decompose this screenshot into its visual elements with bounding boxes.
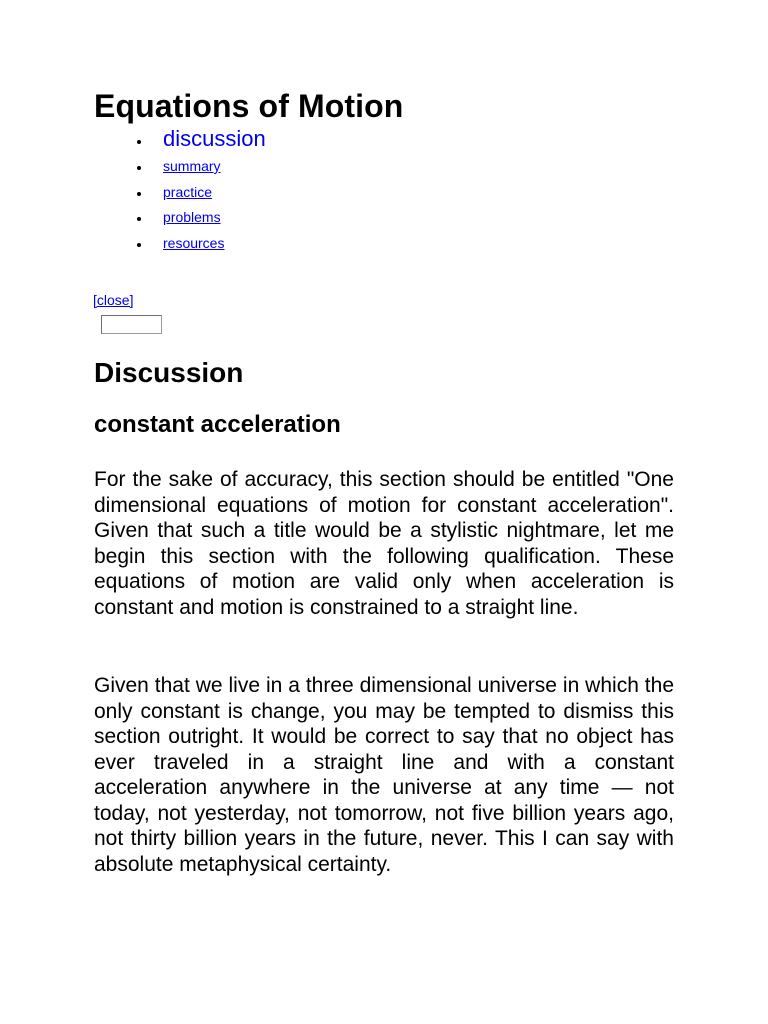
nav-item-problems bbox=[134, 205, 266, 231]
close-link[interactable]: [close] bbox=[93, 292, 134, 308]
body-paragraph: Given that we live in a three dimensional universe in which the only constant is change, you may be tempted to dismiss this section outright. It would be correct to say that no object has ever traveled in a straight line and with a constant acceleration anywhere in the universe at any time — not today, not yesterday, not tomorrow, not five billion years ago, not thirty billion years in the future, never. This I can say with absolute metaphysical certainty. bbox=[94, 674, 674, 876]
nav-item-discussion bbox=[134, 124, 266, 154]
section-title: Discussion bbox=[94, 357, 244, 388]
nav-link-resources[interactable]: resources bbox=[163, 234, 225, 251]
subsection-title: constant acceleration bbox=[94, 411, 341, 438]
nav-item-resources bbox=[134, 231, 266, 257]
empty-input-box[interactable] bbox=[101, 315, 162, 334]
section-nav bbox=[134, 124, 266, 256]
page-title: Equations of Motion bbox=[94, 88, 404, 124]
nav-link-problems[interactable]: problems bbox=[163, 209, 221, 225]
nav-link-practice[interactable]: practice bbox=[163, 183, 213, 200]
nav-item-practice bbox=[134, 180, 266, 206]
nav-link-discussion[interactable]: discussion bbox=[163, 126, 266, 151]
body-paragraph: For the sake of accuracy, this section should be entitled "One dimensional equations of motion for constant acceleration". Given that such a title would be a stylistic nightmare, let me begin this section with the following qualification. These equations of motion are valid only when acceleration is constant and motion is constrained to a straight line. bbox=[94, 468, 674, 619]
nav-item-summary bbox=[134, 154, 266, 180]
nav-link-summary[interactable]: summary bbox=[163, 158, 221, 174]
